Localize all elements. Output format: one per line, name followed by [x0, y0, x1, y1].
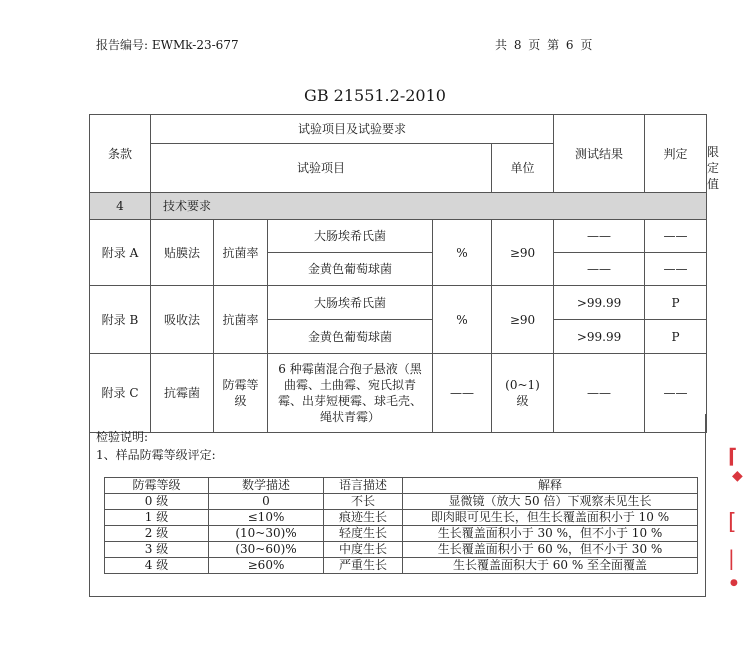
unit-c: —— — [433, 354, 492, 433]
th-test-item: 试验项目 — [151, 144, 492, 193]
stamp-mark-3: [ — [728, 510, 737, 535]
th-test-result: 测试结果 — [554, 115, 645, 193]
grade-level: 4 级 — [105, 558, 209, 574]
organism-c: 6 种霉菌混合孢子悬液（黑曲霉、土曲霉、宛氏拟青霉、出芽短梗霉、球毛壳、绳状青霉） — [268, 354, 433, 433]
judgment-b-2: P — [645, 320, 707, 354]
judgment-b-1: P — [645, 286, 707, 320]
notes-item-1: 1、样品防霉等级评定: — [96, 448, 216, 462]
th-judgment: 判定 — [645, 115, 707, 193]
section-no: 4 — [90, 193, 151, 220]
th-test-items-req: 试验项目及试验要求 — [151, 115, 554, 144]
organism-a-2: 金黄色葡萄球菌 — [268, 253, 433, 286]
test-results-table — [89, 114, 720, 433]
limit-b: ≥90 — [492, 286, 554, 354]
grade-th-math: 数学描述 — [209, 478, 324, 494]
property-b: 抗菌率 — [214, 286, 268, 354]
grade-row — [105, 494, 698, 510]
grade-verbal: 严重生长 — [324, 558, 403, 574]
grade-level: 0 级 — [105, 494, 209, 510]
limit-a: ≥90 — [492, 220, 554, 286]
standard-title: GB 21551.2-2010 — [304, 86, 446, 105]
result-b-2: >99.99 — [554, 320, 645, 354]
unit-a: % — [433, 220, 492, 286]
stamp-fragment — [726, 438, 750, 618]
row-appendix-a-1 — [90, 220, 707, 253]
grade-th-level: 防霉等级 — [105, 478, 209, 494]
organism-b-2: 金黄色葡萄球菌 — [268, 320, 433, 354]
grade-explanation: 生长覆盖面积大于 60 % 至全面覆盖 — [403, 558, 698, 574]
grade-level: 3 级 — [105, 542, 209, 558]
row-appendix-b-1 — [90, 286, 707, 320]
limit-c: (0~1) 级 — [492, 354, 554, 433]
judgment-a-2: —— — [645, 253, 707, 286]
method-a: 贴膜法 — [151, 220, 214, 286]
stamp-mark-2: ◆ — [732, 468, 743, 484]
appendix-b: 附录 B — [90, 286, 151, 354]
grade-level: 2 级 — [105, 526, 209, 542]
organism-a-1: 大肠埃希氏菌 — [268, 220, 433, 253]
grade-explanation: 即肉眼可见生长，但生长覆盖面积小于 10 % — [403, 510, 698, 526]
grade-th-verbal: 语言描述 — [324, 478, 403, 494]
grade-explanation: 显微镜（放大 50 倍）下观察未见生长 — [403, 494, 698, 510]
stamp-mark-4: | — [728, 546, 735, 570]
th-clause: 条款 — [90, 115, 151, 193]
grade-math: (30~60)% — [209, 542, 324, 558]
grade-row — [105, 558, 698, 574]
appendix-c: 附录 C — [90, 354, 151, 433]
appendix-a: 附录 A — [90, 220, 151, 286]
report-number: 报告编号: EWMk-23-677 — [96, 38, 239, 52]
grade-math: ≤10% — [209, 510, 324, 526]
grade-verbal: 轻度生长 — [324, 526, 403, 542]
result-b-1: >99.99 — [554, 286, 645, 320]
grade-row — [105, 510, 698, 526]
result-a-2: —— — [554, 253, 645, 286]
grade-level: 1 级 — [105, 510, 209, 526]
organism-b-1: 大肠埃希氏菌 — [268, 286, 433, 320]
result-c: —— — [554, 354, 645, 433]
page-info: 共 8 页 第 6 页 — [495, 38, 593, 52]
grade-explanation: 生长覆盖面积小于 60 %，但不小于 30 % — [403, 542, 698, 558]
judgment-c: —— — [645, 354, 707, 433]
grade-math: 0 — [209, 494, 324, 510]
method-b: 吸收法 — [151, 286, 214, 354]
header-row-2: 试验项目 单位 限定值 — [90, 144, 707, 193]
section-title: 技术要求 — [151, 193, 707, 220]
grade-verbal: 不长 — [324, 494, 403, 510]
property-c: 防霉等级 — [214, 354, 268, 433]
property-a: 抗菌率 — [214, 220, 268, 286]
grade-math: ≥60% — [209, 558, 324, 574]
grade-header-row — [105, 478, 698, 494]
section-row — [90, 193, 707, 220]
notes-title: 检验说明: — [96, 430, 149, 444]
grade-row — [105, 526, 698, 542]
mold-grade-table — [104, 477, 698, 574]
method-c: 抗霉菌 — [151, 354, 214, 433]
th-unit: 单位 — [492, 144, 554, 193]
grade-explanation: 生长覆盖面积小于 30 %，但不小于 10 % — [403, 526, 698, 542]
grade-math: (10~30)% — [209, 526, 324, 542]
header-row-1 — [90, 115, 707, 144]
grade-th-explanation: 解释 — [403, 478, 698, 494]
stamp-mark-1: ⌈ — [728, 444, 738, 468]
judgment-a-1: —— — [645, 220, 707, 253]
stamp-mark-5: ● — [730, 578, 738, 588]
grade-verbal: 痕迹生长 — [324, 510, 403, 526]
grade-verbal: 中度生长 — [324, 542, 403, 558]
unit-b: % — [433, 286, 492, 354]
grade-row — [105, 542, 698, 558]
result-a-1: —— — [554, 220, 645, 253]
